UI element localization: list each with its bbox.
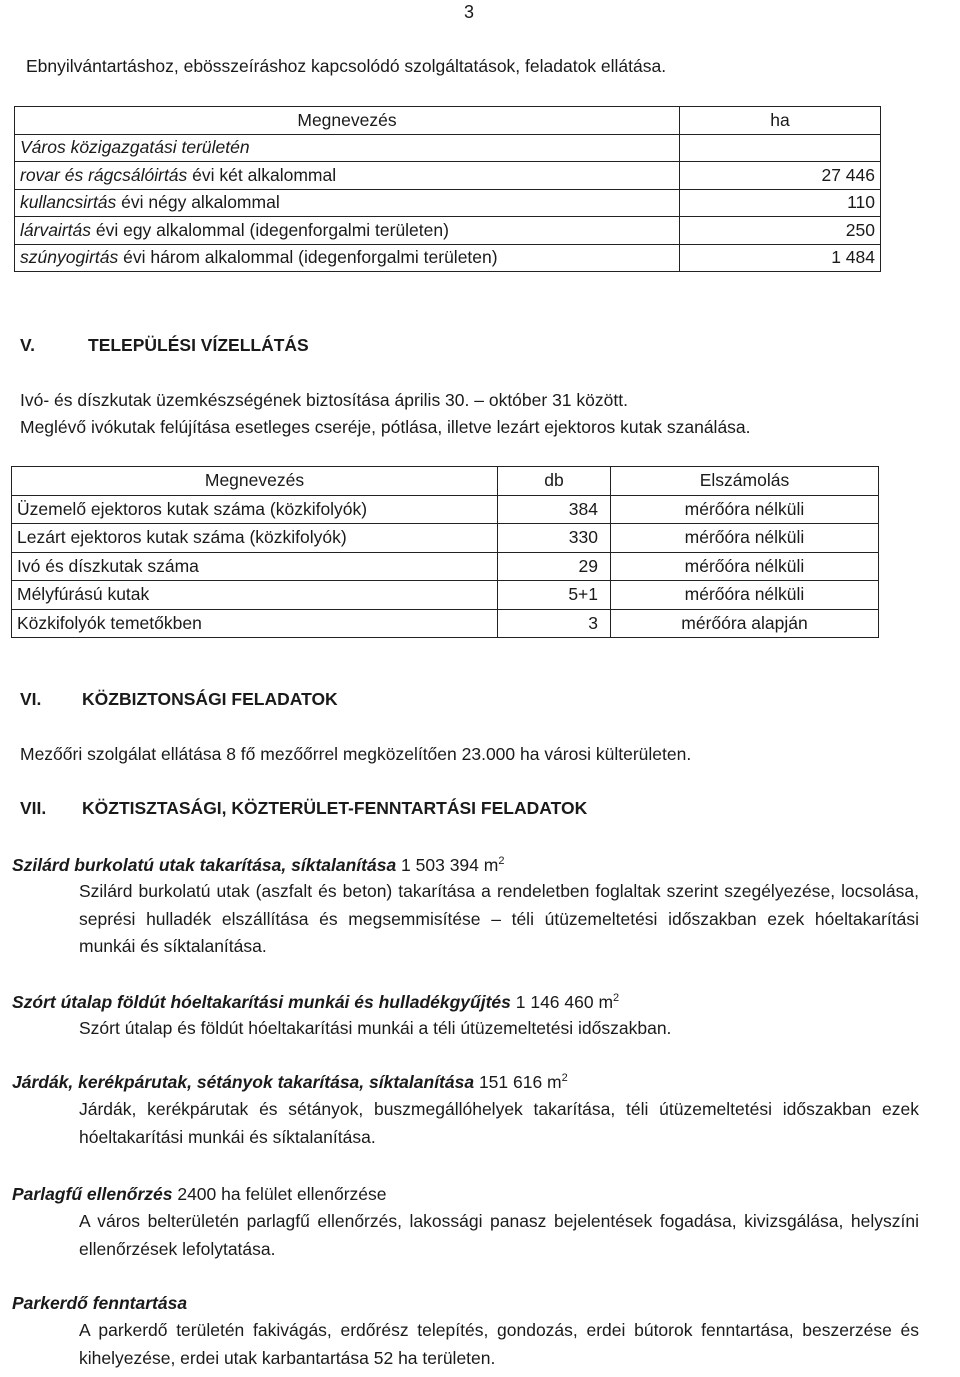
pest-control-table bbox=[14, 106, 881, 272]
page-number: 3 bbox=[464, 2, 475, 22]
cell-db: 29 bbox=[498, 552, 611, 581]
row-desc: évi három alkalommal (idegenforgalmi területen) bbox=[118, 247, 498, 268]
row-label bbox=[15, 162, 680, 190]
row-term: rovar és rágcsálóirtás bbox=[20, 164, 188, 185]
item-amount-exponent: 2 bbox=[613, 992, 620, 1005]
table-header-row bbox=[15, 107, 881, 135]
table-row bbox=[15, 217, 881, 245]
item-title-text: Szórt útalap földút hóeltakarítási munkái és hulladékgyűjtés bbox=[12, 992, 511, 1012]
item-body: Járdák, kerékpárutak és sétányok, buszmegállóhelyek takarítása, téli útüzemeltetési időszakban ezek hóeltakarítási munkái és síktalanítása. bbox=[79, 1099, 919, 1147]
cell-name: Közkifolyók temetőkben bbox=[12, 609, 498, 638]
table-header-row bbox=[12, 467, 879, 496]
row-label bbox=[15, 189, 680, 217]
item-amount: 2400 ha felület ellenőrzése bbox=[172, 1184, 387, 1204]
section-number: V. bbox=[20, 335, 35, 355]
cell-name: Üzemelő ejektoros kutak száma (közkifolyók) bbox=[12, 495, 498, 524]
item-amount: 1 503 394 m bbox=[396, 855, 499, 875]
item-title-text: Szilárd burkolatú utak takarítása, síktalanítása bbox=[12, 855, 397, 875]
section-vi-heading bbox=[20, 689, 338, 710]
table-row bbox=[12, 495, 879, 524]
cell-db: 384 bbox=[498, 495, 611, 524]
cell-name: Lezárt ejektoros kutak száma (közkifolyók) bbox=[12, 524, 498, 553]
cell-db: 3 bbox=[498, 609, 611, 638]
item-title bbox=[12, 1293, 187, 1314]
row-label bbox=[15, 244, 680, 272]
section-number: VII. bbox=[20, 798, 47, 818]
header-db: db bbox=[498, 467, 611, 496]
item-body: Szórt útalap és földút hóeltakarítási munkái a téli útüzemeltetési időszakban. bbox=[79, 1018, 672, 1038]
table-row bbox=[12, 524, 879, 553]
row-value: 27 446 bbox=[680, 162, 881, 190]
water-supply-table bbox=[11, 466, 879, 638]
item-amount: 1 146 460 m bbox=[510, 992, 614, 1012]
cell-billing: mérőóra nélküli bbox=[611, 524, 879, 553]
section-number: VI. bbox=[20, 689, 42, 709]
cell-db: 5+1 bbox=[498, 581, 611, 610]
section-v-paragraph-2: Meglévő ivókutak felújítása esetleges cseréje, pótlása, illetve lezárt ejektoros kutak szanálása. bbox=[20, 417, 751, 437]
row-desc: évi két alkalommal bbox=[187, 164, 337, 185]
cell-db: 330 bbox=[498, 524, 611, 553]
cell-billing: mérőóra nélküli bbox=[611, 495, 879, 524]
item-title bbox=[12, 992, 619, 1013]
group-label bbox=[15, 134, 680, 162]
item-amount: 151 616 m bbox=[474, 1072, 562, 1092]
row-term: lárvairtás bbox=[20, 219, 91, 240]
table-row bbox=[12, 552, 879, 581]
row-term: kullancsirtás bbox=[20, 192, 117, 213]
table-row bbox=[12, 581, 879, 610]
section-title: KÖZTISZTASÁGI, KÖZTERÜLET-FENNTARTÁSI FELADATOK bbox=[82, 798, 588, 818]
section-title: KÖZBIZTONSÁGI FELADATOK bbox=[82, 689, 338, 709]
table-row bbox=[12, 609, 879, 638]
header-megnevezes: Megnevezés bbox=[15, 107, 680, 135]
item-body: Szilárd burkolatú utak (aszfalt és beton) takarítása a rendeletben foglaltak szerint szegélyezése, locsolása, seprési hulladék elszállítása és megsemmisítése – téli útüzemeltetési időszakban ezek hóeltakarítási munkái és síktalanítása. bbox=[79, 881, 919, 956]
table-row bbox=[15, 244, 881, 272]
header-megnevezes: Megnevezés bbox=[12, 467, 498, 496]
group-empty-cell bbox=[680, 134, 881, 162]
section-vii-heading bbox=[20, 798, 587, 819]
row-desc: évi egy alkalommal (idegenforgalmi területen) bbox=[91, 219, 449, 240]
row-desc: évi négy alkalommal bbox=[116, 192, 280, 213]
item-body: A város belterületén parlagfű ellenőrzés, lakossági panasz bejelentések fogadása, kivizsgálása, helyszíni ellenőrzések lefolytatása. bbox=[79, 1211, 919, 1259]
row-label bbox=[15, 217, 680, 245]
item-title bbox=[12, 1072, 568, 1093]
row-value: 110 bbox=[680, 189, 881, 217]
intro-text: Ebnyilvántartáshoz, ebösszeíráshoz kapcsolódó szolgáltatások, feladatok ellátása. bbox=[26, 56, 667, 76]
item-title-text: Parlagfű ellenőrzés bbox=[12, 1184, 173, 1204]
item-amount-exponent: 2 bbox=[498, 855, 505, 868]
item-title bbox=[12, 1184, 387, 1205]
row-value: 1 484 bbox=[680, 244, 881, 272]
table-row bbox=[15, 162, 881, 190]
header-ha: ha bbox=[680, 107, 881, 135]
cell-name: Mélyfúrású kutak bbox=[12, 581, 498, 610]
item-title bbox=[12, 855, 504, 876]
item-title-text: Járdák, kerékpárutak, sétányok takarítása, síktalanítása bbox=[12, 1072, 475, 1092]
item-amount-exponent: 2 bbox=[561, 1072, 568, 1085]
cell-billing: mérőóra alapján bbox=[611, 609, 879, 638]
cell-billing: mérőóra nélküli bbox=[611, 581, 879, 610]
section-v-heading bbox=[20, 335, 309, 356]
section-title: TELEPÜLÉSI VÍZELLÁTÁS bbox=[88, 335, 309, 355]
section-v-paragraph-1: Ivó- és díszkutak üzemkészségének biztosítása április 30. – október 31 között. bbox=[20, 390, 628, 410]
row-value: 250 bbox=[680, 217, 881, 245]
header-elszamolas: Elszámolás bbox=[611, 467, 879, 496]
table-group-row bbox=[15, 134, 881, 162]
row-term: szúnyogirtás bbox=[20, 247, 119, 268]
cell-name: Ivó és díszkutak száma bbox=[12, 552, 498, 581]
table-row bbox=[15, 189, 881, 217]
item-body: A parkerdő területén fakivágás, erdőrész telepítés, gondozás, erdei bútorok fenntartása, beszerzése és kihelyezése, erdei utak karbantartása 52 ha területen. bbox=[79, 1320, 919, 1368]
cell-billing: mérőóra nélküli bbox=[611, 552, 879, 581]
item-title-text: Parkerdő fenntartása bbox=[12, 1293, 188, 1313]
group-label-text: Város közigazgatási területén bbox=[20, 137, 250, 158]
section-vi-paragraph: Mezőőri szolgálat ellátása 8 fő mezőőrrel megközelítően 23.000 ha városi külterületen. bbox=[20, 744, 692, 764]
